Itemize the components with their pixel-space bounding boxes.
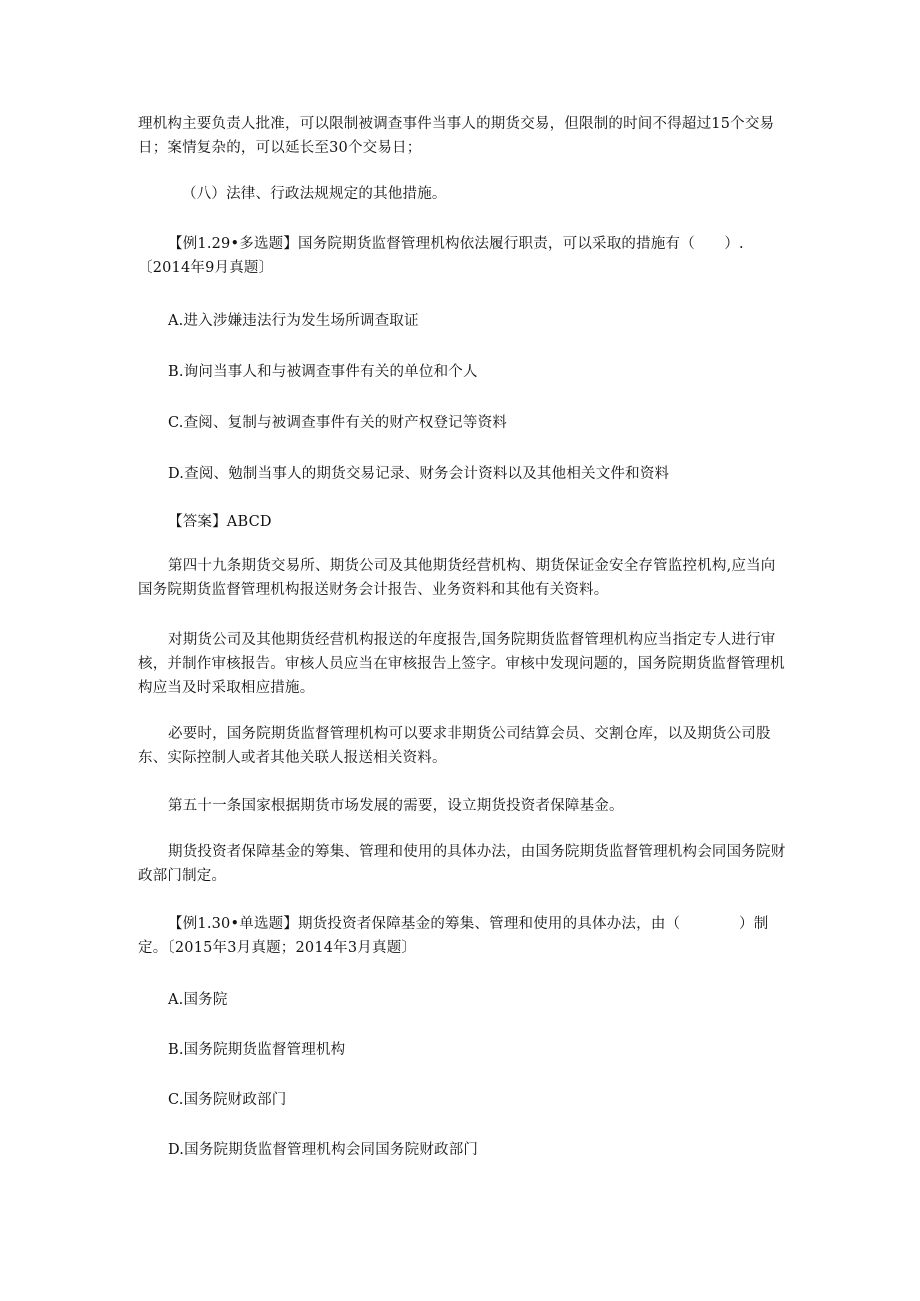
question-2-option-c: C.国务院财政部门 xyxy=(168,1092,287,1108)
paragraph-item-eight: （八）法律、行政法规规定的其他措施。 xyxy=(182,186,447,202)
question-1-option-a: A.进入涉嫌违法行为发生场所调查取证 xyxy=(168,313,419,329)
question-2-stem: 【例1.30•单选题】期货投资者保障基金的筹集、管理和使用的具体办法，由（ ）制定。〔2015年3月真题；2014年3月真题〕 xyxy=(138,916,769,956)
paragraph-continuation: 理机构主要负责人批准，可以限制被调查事件当事人的期货交易，但限制的时间不得超过15个交易日；案情复杂的，可以延长至30个交易日； xyxy=(138,116,775,156)
question-1-option-c: C.查阅、复制与被调查事件有关的财产权登记等资料 xyxy=(168,415,507,431)
question-1-option-b: B.询问当事人和与被调查事件有关的单位和个人 xyxy=(168,364,478,380)
question-1-answer: 【答案】ABCD xyxy=(168,514,272,530)
question-1-stem: 【例1.29•多选题】国务院期货监督管理机构依法履行职责，可以采取的措施有（ ）.〔2014年9月真题〕 xyxy=(138,236,744,276)
required-materials-paragraph: 必要时，国务院期货监督管理机构可以要求非期货公司结算会员、交割仓库，以及期货公司股东、实际控制人或者其他关联人报送相关资料。 xyxy=(138,726,771,766)
question-2-option-a: A.国务院 xyxy=(168,992,228,1008)
article-49-paragraph: 第四十九条期货交易所、期货公司及其他期货经营机构、期货保证金安全存管监控机构,应当向国务院期货监督管理机构报送财务会计报告、业务资料和其他有关资料。 xyxy=(138,558,776,598)
question-2-option-d: D.国务院期货监督管理机构会同国务院财政部门 xyxy=(168,1142,479,1158)
article-51-paragraph: 第五十一条国家根据期货市场发展的需要，设立期货投资者保障基金。 xyxy=(168,798,624,814)
question-2-option-b: B.国务院期货监督管理机构 xyxy=(168,1042,346,1058)
question-1-option-d: D.查阅、勉制当事人的期货交易记录、财务会计资料以及其他相关文件和资料 xyxy=(168,466,670,482)
fund-rules-paragraph: 期货投资者保障基金的筹集、管理和使用的具体办法，由国务院期货监督管理机构会同国务院财政部门制定。 xyxy=(138,844,786,884)
annual-report-paragraph: 对期货公司及其他期货经营机构报送的年度报告,国务院期货监督管理机构应当指定专人进行审核，并制作审核报告。审核人员应当在审核报告上签字。审核中发现问题的，国务院期货监督管理机构应当及时采取相应措施。 xyxy=(138,632,785,696)
